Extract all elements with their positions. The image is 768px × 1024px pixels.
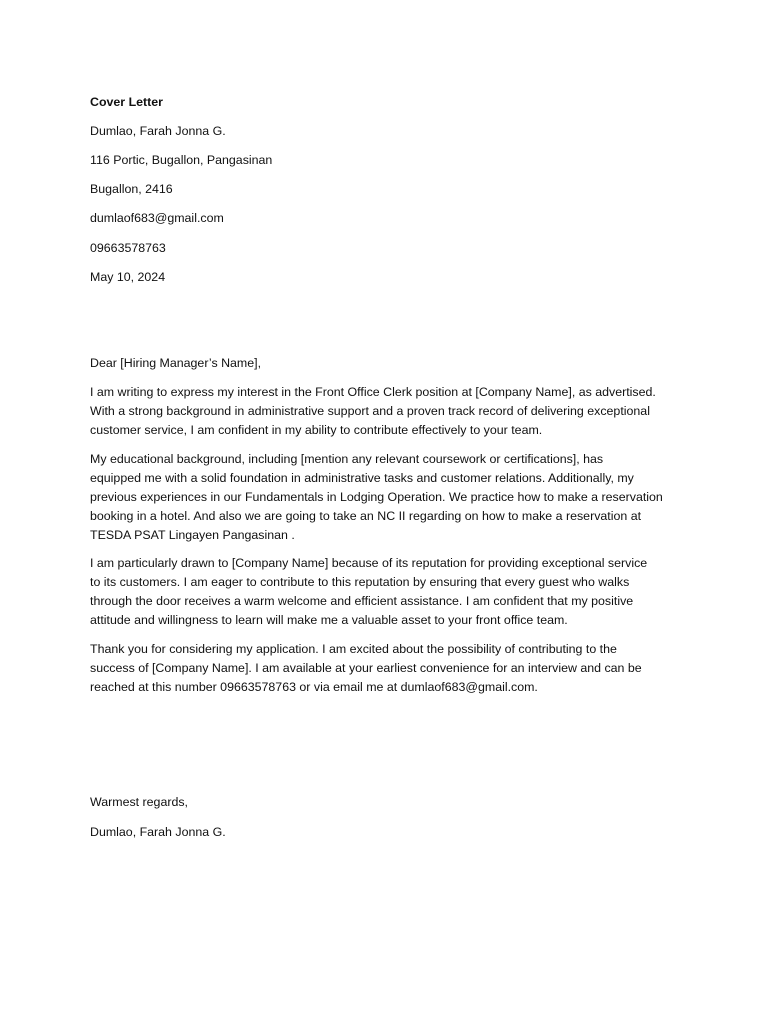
paragraph-4-line: Thank you for considering my application. I am excited about the possibility of contributing to the bbox=[90, 642, 617, 656]
document-title: Cover Letter bbox=[90, 95, 163, 109]
paragraph-1-line: customer service, I am confident in my ability to contribute effectively to your team. bbox=[90, 423, 543, 437]
paragraph-2 bbox=[90, 450, 690, 545]
sender-address: 116 Portic, Bugallon, Pangasinan bbox=[90, 153, 273, 167]
paragraph-1-line: With a strong background in administrative support and a proven track record of delivering exceptional bbox=[90, 404, 650, 418]
sender-city: Bugallon, 2416 bbox=[90, 182, 173, 196]
paragraph-3-line: through the door receives a warm welcome and efficient assistance. I am confident that my positive bbox=[90, 594, 634, 608]
paragraph-2-line: booking in a hotel. And also we are going to take an NC II regarding on how to make a reservation at bbox=[90, 509, 642, 523]
paragraph-4-line: reached at this number 09663578763 or via email me at dumlaof683@gmail.com. bbox=[90, 680, 538, 694]
paragraph-2-line: TESDA PSAT Lingayen Pangasinan . bbox=[90, 528, 295, 542]
paragraph-4-line: success of [Company Name]. I am available at your earliest convenience for an interview and can be bbox=[90, 661, 642, 675]
paragraph-2-line: equipped me with a solid foundation in administrative tasks and customer relations. Additionally, my bbox=[90, 471, 634, 485]
sender-email: dumlaof683@gmail.com bbox=[90, 211, 224, 225]
paragraph-2-line: My educational background, including [mention any relevant coursework or certifications], has bbox=[90, 452, 604, 466]
sender-phone: 09663578763 bbox=[90, 241, 166, 255]
paragraph-3-line: I am particularly drawn to [Company Name] because of its reputation for providing exceptional service bbox=[90, 556, 648, 570]
paragraph-1 bbox=[90, 383, 690, 440]
signature-name: Dumlao, Farah Jonna G. bbox=[90, 825, 226, 839]
salutation: Dear [Hiring Manager’s Name], bbox=[90, 356, 262, 370]
letter-date: May 10, 2024 bbox=[90, 270, 166, 284]
closing: Warmest regards, bbox=[90, 795, 188, 809]
paragraph-3-line: to its customers. I am eager to contribute to this reputation by ensuring that every guest who walks bbox=[90, 575, 630, 589]
paragraph-3-line: attitude and willingness to learn will make me a valuable asset to your front office team. bbox=[90, 613, 568, 627]
paragraph-4 bbox=[90, 640, 690, 697]
paragraph-1-line: I am writing to express my interest in the Front Office Clerk position at [Company Name], as advertised. bbox=[90, 385, 656, 399]
paragraph-3 bbox=[90, 554, 690, 630]
paragraph-2-line: previous experiences in our Fundamentals in Lodging Operation. We practice how to make a reservation bbox=[90, 490, 663, 504]
sender-name: Dumlao, Farah Jonna G. bbox=[90, 124, 226, 138]
